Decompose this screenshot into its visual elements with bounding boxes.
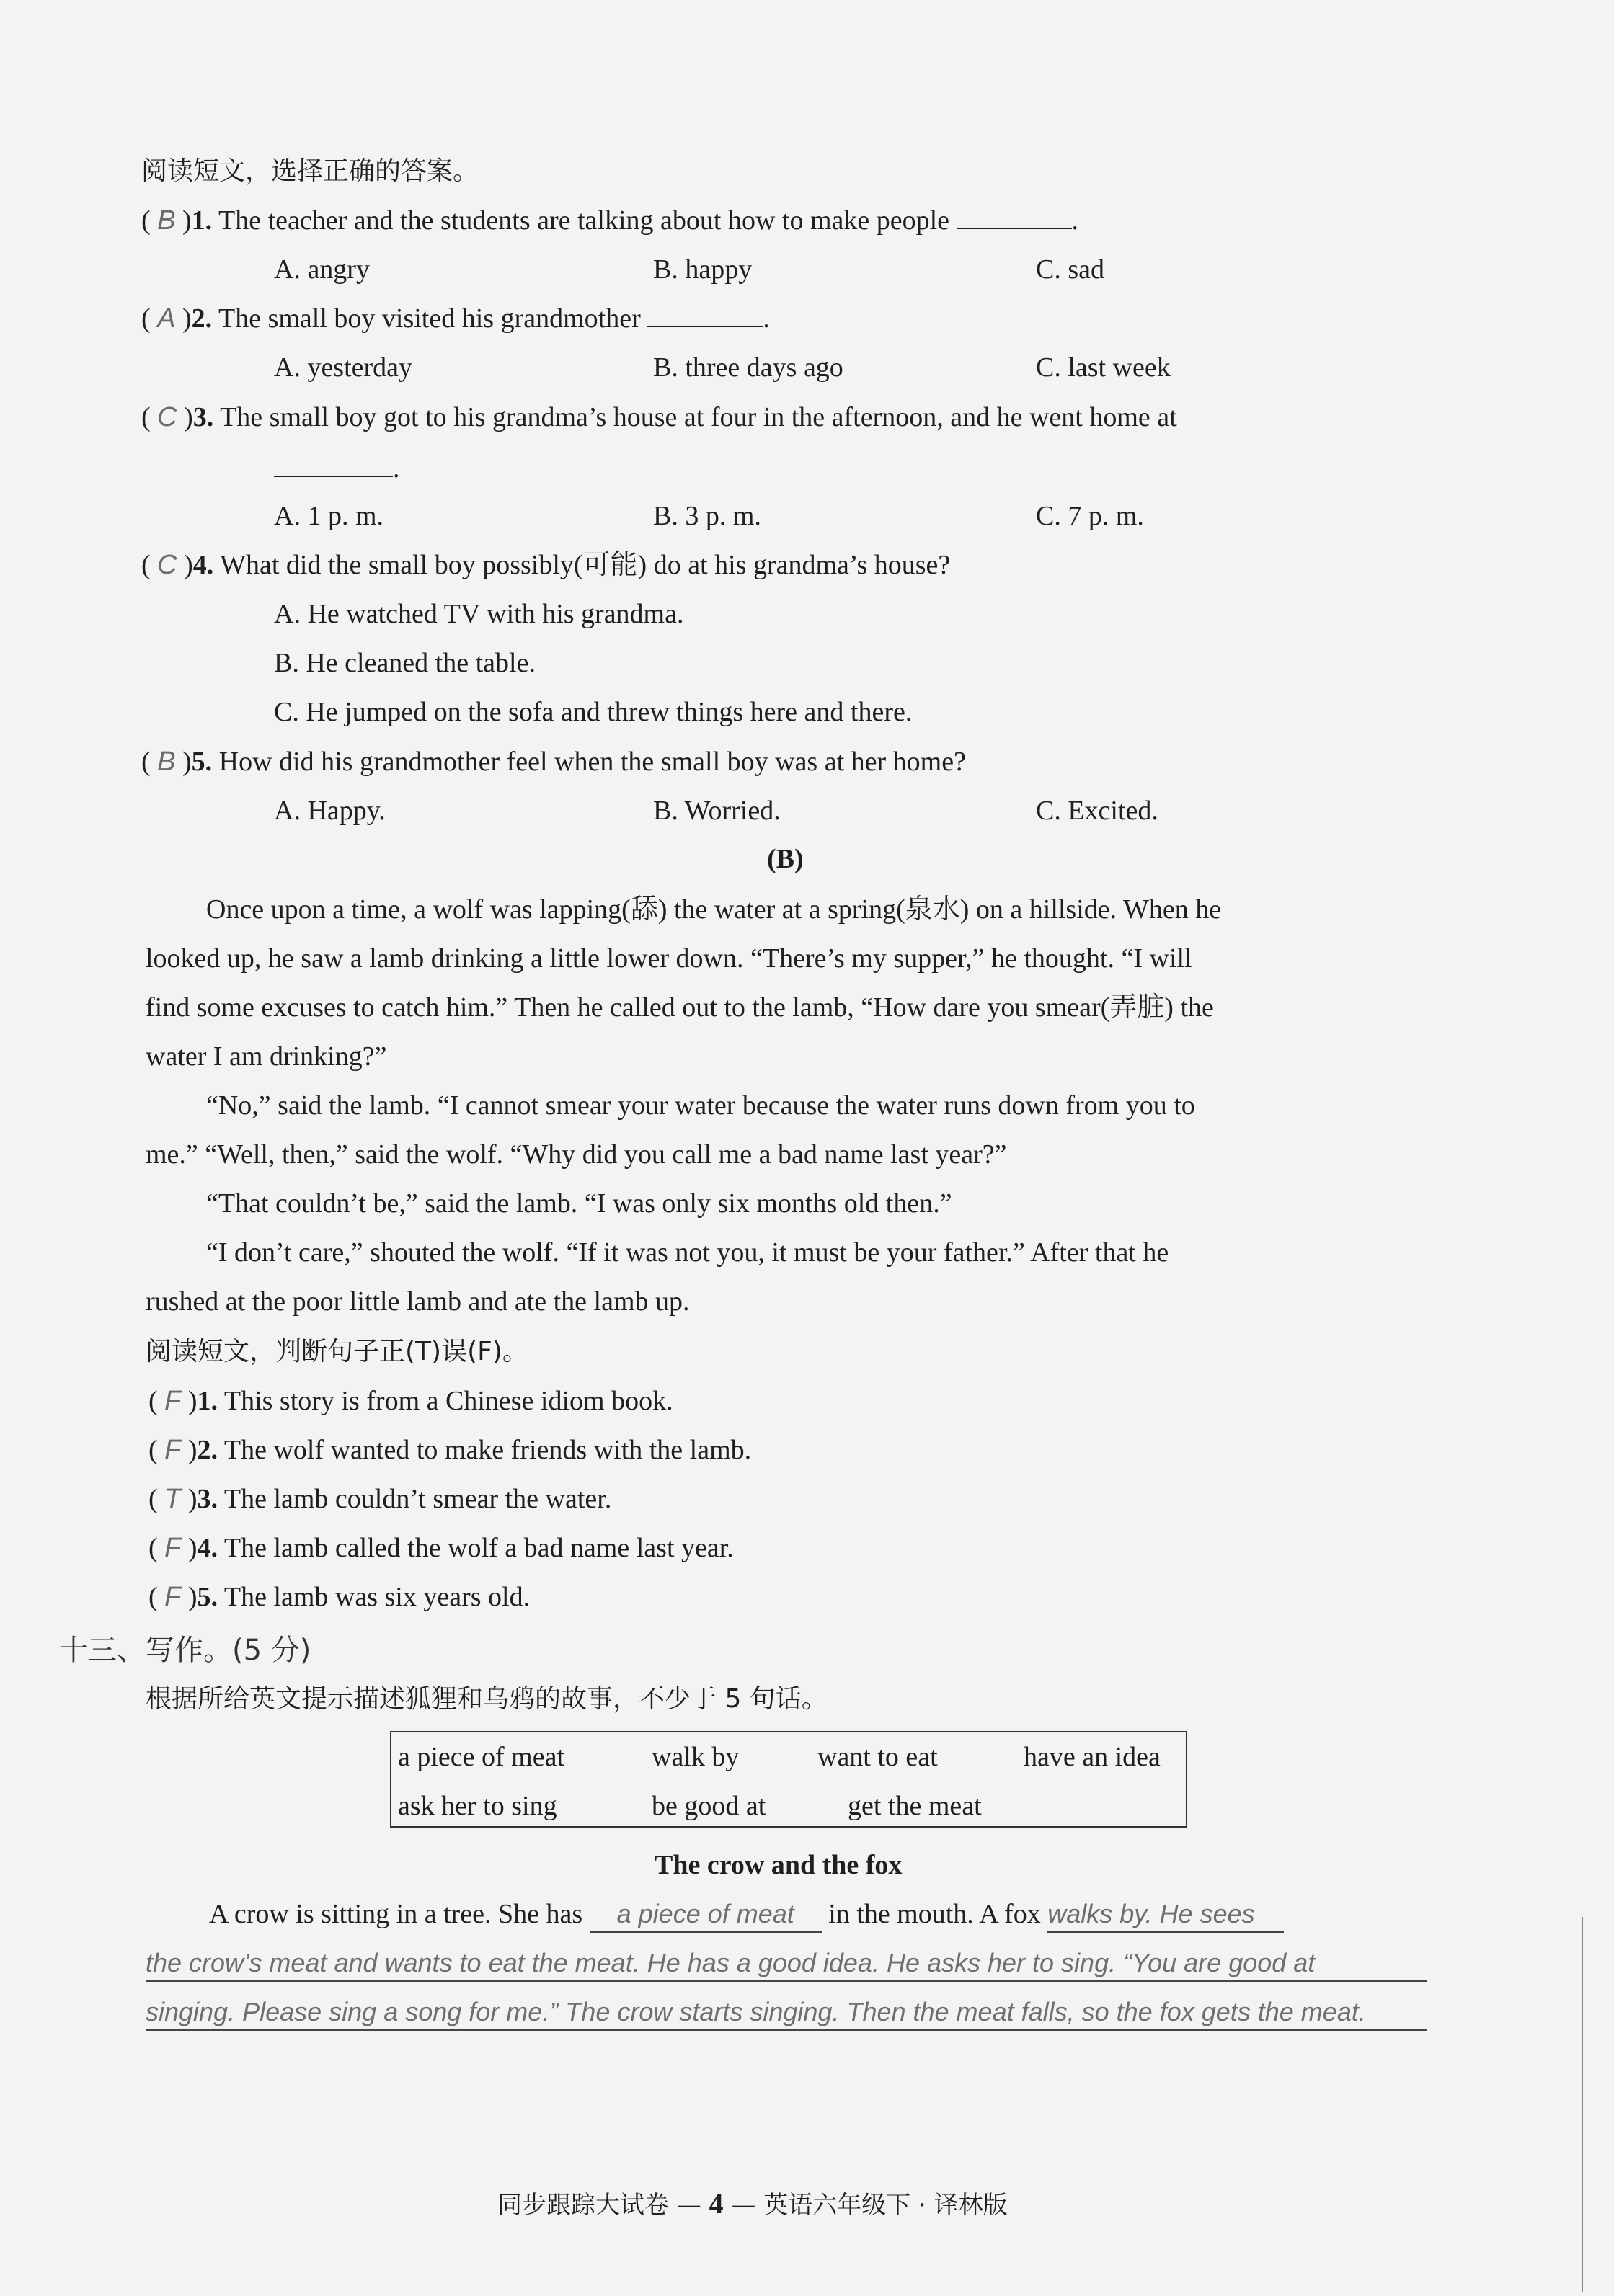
q5-option-c: C. Excited. (1036, 796, 1158, 826)
page-number: 4 (709, 2187, 724, 2220)
prompt-get-the-meat: get the meat (848, 1791, 982, 1821)
statement-5: ( F )5. The lamb was six years old. (148, 1582, 531, 1612)
q1-option-a: A. angry (274, 254, 370, 285)
tf-answer-5: F (164, 1582, 182, 1612)
passage-line-8: “I don’t care,” shouted the wolf. “If it was not you, it must be your father.” After that he (206, 1237, 1169, 1268)
statement-1: ( F )1. This story is from a Chinese idiom book. (148, 1386, 673, 1416)
tf-answer-3: T (164, 1484, 182, 1514)
answer-3: C (157, 402, 177, 432)
answer-blank (647, 304, 763, 327)
passage-line-6: me.” “Well, then,” said the wolf. “Why did you call me a bad name last year?” (146, 1139, 1007, 1170)
q3-option-c: C. 7 p. m. (1036, 501, 1144, 531)
footer-subject: 英语六年级下 · 译林版 (763, 2191, 1008, 2220)
tf-answer-1: F (164, 1386, 182, 1416)
q4-option-b: B. He cleaned the table. (274, 648, 536, 678)
passage-line-5: “No,” said the lamb. “I cannot smear your water because the water runs down from you to (206, 1090, 1195, 1121)
question-3: ( C )3. The small boy got to his grandma’s house at four in the afternoon, and he went home at (141, 402, 1177, 432)
margin-rule (1582, 1917, 1583, 2292)
q2-option-b: B. three days ago (653, 352, 843, 383)
story-title: The crow and the fox (655, 1850, 903, 1880)
q3-blank-line: . (274, 451, 400, 486)
question-4: ( C )4. What did the small boy possibly(可能) do at his grandma’s house? (141, 550, 951, 580)
answer-2: A (157, 303, 176, 334)
statement-2: ( F )2. The wolf wanted to make friends with the lamb. (148, 1435, 752, 1465)
q5-option-b: B. Worried. (653, 796, 781, 826)
section-b-instruction: 阅读短文，判断句子正(T)误(F)。 (146, 1337, 528, 1366)
q3-option-b: B. 3 p. m. (653, 501, 761, 531)
q3-option-a: A. 1 p. m. (274, 501, 383, 531)
section-a-instruction: 阅读短文，选择正确的答案。 (141, 156, 479, 186)
handwritten-line-4: singing. Please sing a song for me.” The crow starts singing. Then the meat falls, so the fox gets the meat. (146, 1995, 1427, 2031)
prompt-ask-her-to-sing: ask her to sing (398, 1791, 557, 1821)
tf-answer-4: F (164, 1533, 182, 1563)
answer-blank (957, 206, 1072, 229)
writing-instruction: 根据所给英文提示描述狐狸和乌鸦的故事，不少于 5 句话。 (146, 1684, 828, 1714)
footer-series: 同步跟踪大试卷 (497, 2191, 669, 2220)
passage-line-4: water I am drinking?” (146, 1041, 387, 1072)
q1-option-b: B. happy (653, 254, 753, 285)
prompt-want-to-eat: want to eat (817, 1742, 938, 1772)
handwritten-answer-1: a piece of meat (590, 1897, 822, 1933)
answer-1: B (157, 205, 176, 236)
question-1: ( B )1. The teacher and the students are talking about how to make people . (141, 205, 1079, 236)
statement-3: ( T )3. The lamb couldn’t smear the water. (148, 1484, 612, 1514)
question-5: ( B )5. How did his grandmother feel when the small boy was at her home? (141, 747, 966, 777)
q4-option-c: C. He jumped on the sofa and threw things here and there. (274, 697, 913, 727)
writing-section-title: 十三、写作。(5 分) (59, 1634, 311, 1667)
tf-answer-2: F (164, 1435, 182, 1465)
question-2: ( A )2. The small boy visited his grandmother . (141, 303, 770, 334)
q1-option-c: C. sad (1036, 254, 1104, 285)
passage-line-3: find some excuses to catch him.” Then he called out to the lamb, “How dare you smear(弄脏) the (146, 992, 1214, 1023)
handwritten-answer-2: walks by. He sees (1047, 1897, 1284, 1933)
passage-line-2: looked up, he saw a lamb drinking a little lower down. “There’s my supper,” he thought. “I will (146, 943, 1192, 974)
passage-line-9: rushed at the poor little lamb and ate the lamb up. (146, 1286, 690, 1317)
answer-5: B (157, 747, 176, 777)
q2-option-c: C. last week (1036, 352, 1171, 383)
prompt-have-an-idea: have an idea (1024, 1742, 1161, 1772)
prompt-be-good-at: be good at (652, 1791, 766, 1821)
passage-line-7: “That couldn’t be,” said the lamb. “I was only six months old then.” (206, 1188, 952, 1219)
prompt-walk-by: walk by (652, 1742, 740, 1772)
passage-line-1: Once upon a time, a wolf was lapping(舔) the water at a spring(泉水) on a hillside. When he (206, 894, 1222, 925)
q5-option-a: A. Happy. (274, 796, 386, 826)
story-line-1: A crow is sitting in a tree. She has a piece of meat in the mouth. A fox walks by. He sees (209, 1897, 1284, 1933)
q2-option-a: A. yesterday (274, 352, 413, 383)
footer: 同步跟踪大试卷 — 4 — 英语六年级下 · 译林版 (497, 2187, 1008, 2220)
answer-4: C (157, 550, 177, 580)
section-b-heading: (B) (767, 844, 804, 874)
handwritten-line-3: the crow’s meat and wants to eat the meat. He has a good idea. He asks her to sing. “You are good at (146, 1946, 1427, 1982)
statement-4: ( F )4. The lamb called the wolf a bad name last year. (148, 1533, 734, 1563)
prompt-piece-of-meat: a piece of meat (398, 1742, 565, 1772)
q4-option-a: A. He watched TV with his grandma. (274, 599, 684, 629)
